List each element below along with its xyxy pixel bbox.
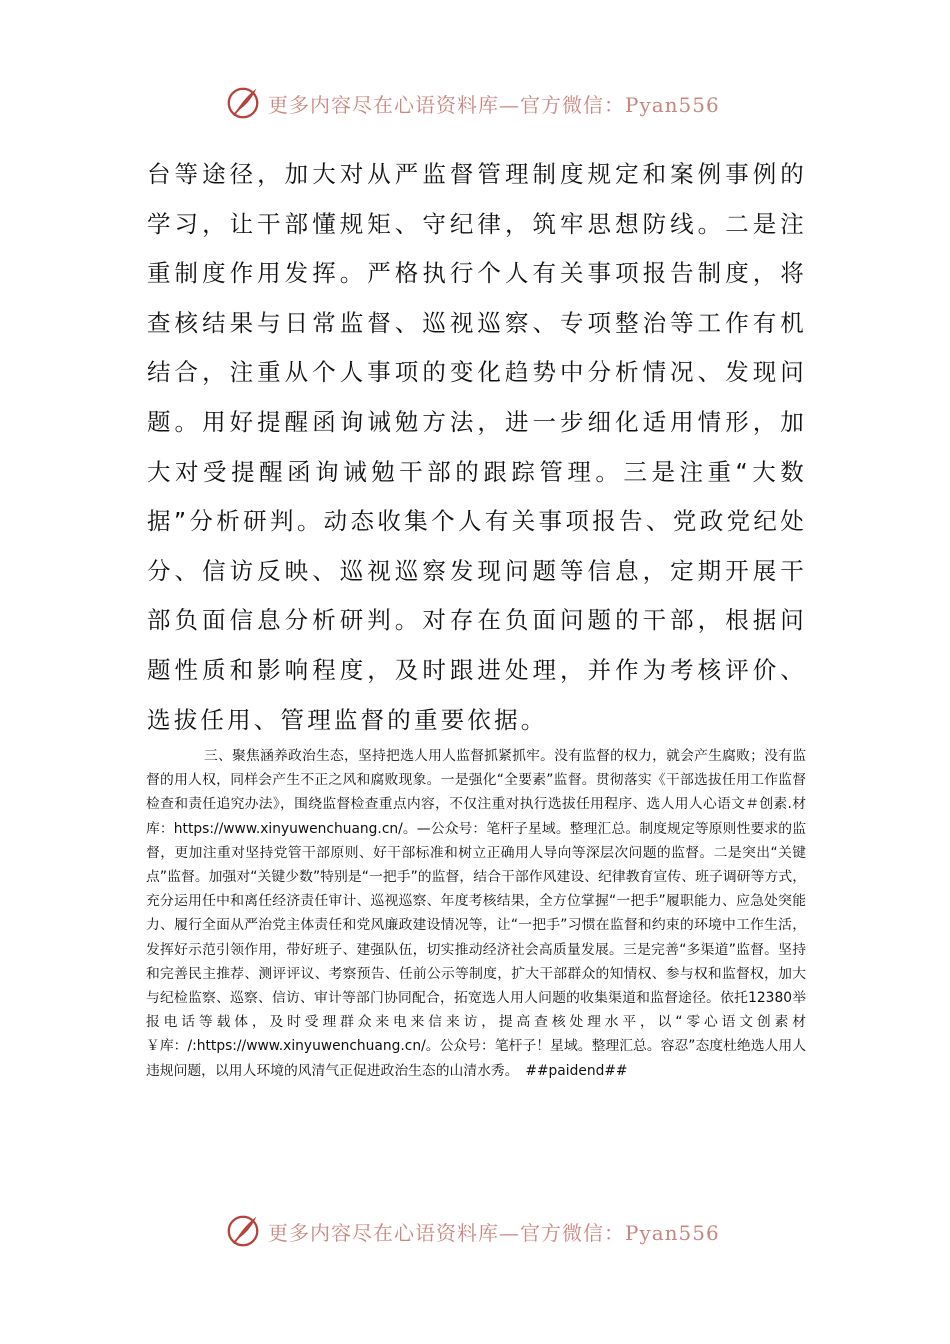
- header-text: 更多内容尽在心语资料库—官方微信：Pyan556: [268, 92, 720, 117]
- small-text-block: [146, 744, 806, 1083]
- quill-logo-icon: [224, 84, 262, 122]
- large-paragraph: 台等途径，加大对从严监督管理制度规定和案例事例的学习，让干部懂规矩、守纪律，筑牢思想防线。二是注重制度作用发挥。严格执行个人有关事项报告制度，将查核结果与日常监督、巡视巡察、专项整治等工作有机结合，注重从个人事项的变化趋势中分析情况、发现问题。用好提醒函询诫勉方法，进一步细化适用情形，加大对受提醒函询诫勉干部的跟踪管理。三是注重“大数据”分析研判。动态收集个人有关事项报告、党政党纪处分、信访反映、巡视巡察发现问题等信息，定期开展干部负面信息分析研判。对存在负面问题的干部，根据问题性质和影响程度，及时跟进处理，并作为考核评价、选拔任用、管理监督的重要依据。: [147, 160, 807, 734]
- quill-logo-icon: [224, 1212, 262, 1250]
- footer-banner: [0, 1206, 950, 1256]
- footer-text: 更多内容尽在心语资料库—官方微信：Pyan556: [268, 1220, 720, 1245]
- header-banner: [0, 78, 950, 128]
- small-paragraph: 三、聚焦涵养政治生态，坚持把选人用人监督抓紧抓牢。没有监督的权力，就会产生腐败；没有监督的用人权，同样会产生不正之风和腐败现象。一是强化“全要素”监督。贯彻落实《干部选拔任用工作监督检查和责任追究办法》，围绕监督检查重点内容，不仅注重对执行选拔任用程序、选人用人心语文＃创素.材库：https://www.xinyuwenchuang.cn/。—公众号：笔杆子星域。整理汇总。制度规定等原则性要求的监督，更加注重对坚持党管干部原则、好干部标准和树立正确用人导向等深层次问题的监督。二是突出“关键点”监督。加强对“关键少数”特别是“一把手”的监督，结合干部作风建设、纪律教育宣传、班子调研等方式，充分运用任中和离任经济责任审计、巡视巡察、年度考核结果，全方位掌握“一把手”履职能力、应急处突能力、履行全面从严治党主体责任和党风廉政建设情况等，让“一把手”习惯在监督和约束的环境中工作生活，发挥好示范引领作用，带好班子、建强队伍，切实推动经济社会高质量发展。三是完善“多渠道”监督。坚持和完善民主推荐、测评评议、考察预告、任前公示等制度，扩大干部群众的知情权、参与权和监督权，加大与纪检监察、巡察、信访、审计等部门协同配合，拓宽选人用人问题的收集渠道和监督途径。依托12380举报电话等载体，及时受理群众来电来信来访，提高查核处理水平，以“零心语文创素材￥库：/:https://www.xinyuwenchuang.cn/。公众号：笔杆子！星域。整理汇总。容忍”态度杜绝选人用人违规问题，以用人环境的风清气正促进政治生态的山清水秀。 ##paidend##: [146, 748, 806, 1079]
